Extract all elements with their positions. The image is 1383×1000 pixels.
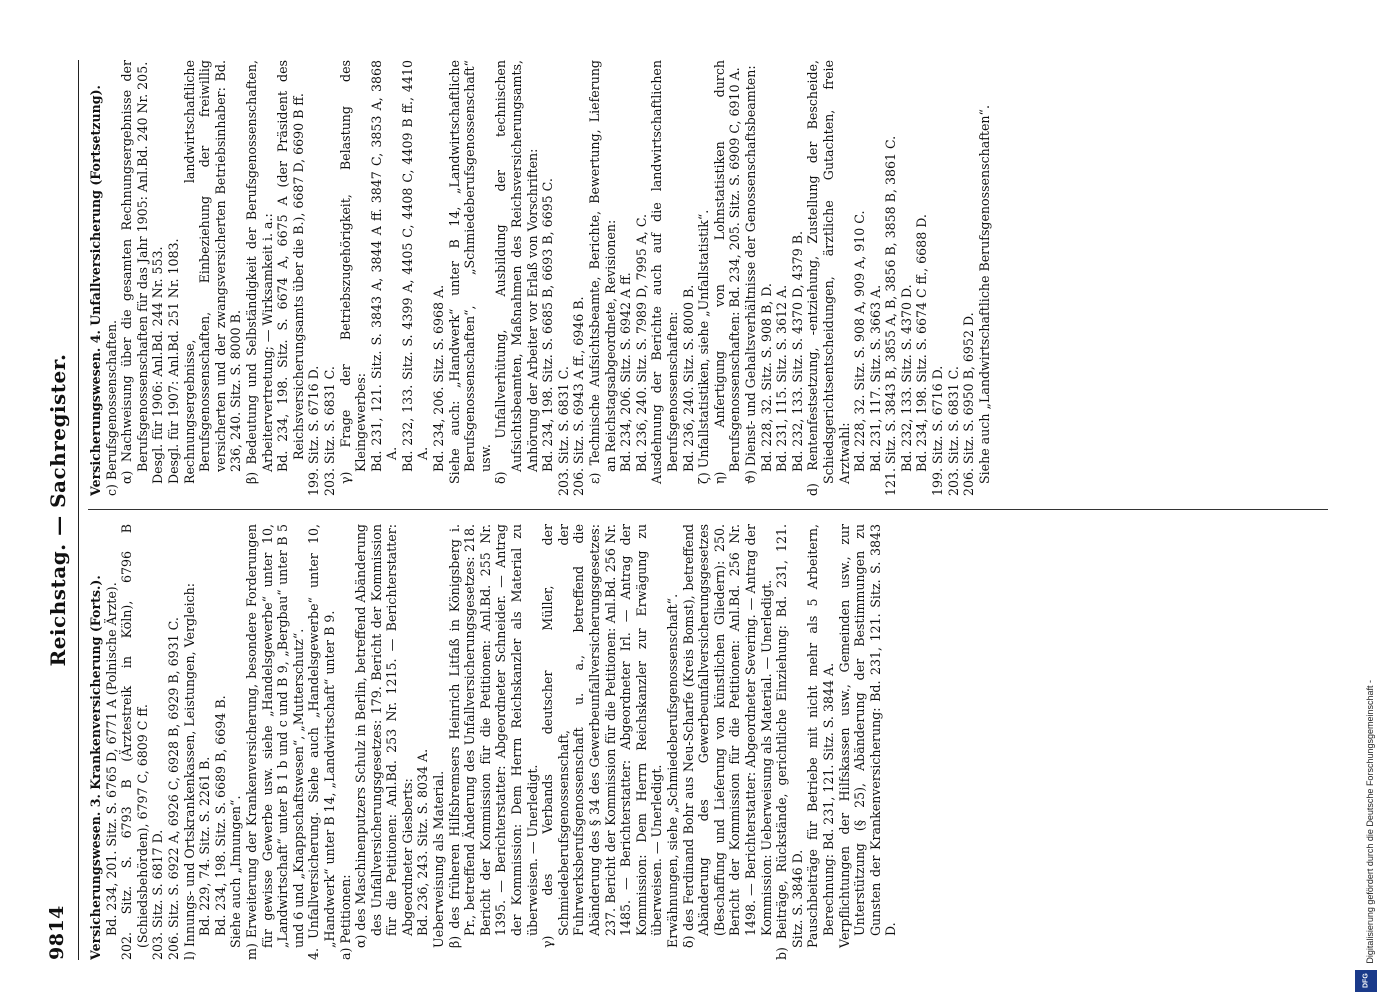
right-column [88, 60, 1328, 496]
page-number: 9814 [46, 905, 68, 960]
column-divider [88, 509, 1328, 510]
right-column-entry: δ) Unfallverhütung, Ausbildung der technischen Aufsichtsbeamten, Maßnahmen des Reichsversicherungsamts, Anhörung der Arbeiter vor Erlaß von Vorschriften: [493, 60, 540, 484]
right-column-entry: Desgl. für 1907: Anl.Bd. 251 Nr. 1083. [165, 238, 181, 484]
right-column-entry: Siehe auch: „Handwerk“ unter B 14, „Landwirtschaftliche Berufsgenossenschaften“, „Schmiedeberufsgenossenschaft“ usw. [446, 60, 493, 484]
right-column-entry: 203. Sitz. S. 6831 C. [321, 366, 337, 496]
right-column-entry: Bd. 231, 117. Sitz. S. 3663 A. [867, 284, 883, 472]
right-column-entry: 206. Sitz. S. 6950 B, 6952 D. [961, 312, 977, 496]
right-column-entry: Rechnungsergebnisse, landwirtschaftliche Berufsgenossenschaften, Einbeziehung der freiwillig versicherten und der zwangsversicherten Betriebsinhaber: Bd. 236, 240. Sitz. S. 8000 B. [181, 60, 244, 484]
right-column-entry: c) Berufsgenossenschaften. [103, 319, 119, 496]
right-column-entry: Bd. 234, 206. Sitz. S. 6942 A ff. [618, 272, 634, 472]
right-column-entry: Bd. 228, 32. Sitz. S. 908 B, D. [758, 283, 774, 472]
left-column-entry: Erwähnungen, siehe „Schmiedeberufsgenossenschaft“. [664, 593, 680, 948]
right-column-entry: ε) Technische Aufsichtsbeamte, Berichte, Bewertung, Lieferung an Reichstagsabgeordnete, Revisionen: [587, 60, 618, 484]
right-column-entry: Bd. 231, 115. Sitz. S. 3612 A. [774, 284, 790, 472]
right-column-entry: Siehe auch „Landwirtschaftliche Berufsgenossenschaften“. [976, 105, 992, 484]
right-column-entry: η) Anfertigung von Lohnstatistiken durch Berufsgenossenschaften: Bd. 234, 205. Sitz. S. 6909 C, 6910 A. [711, 60, 743, 484]
document-page [40, 60, 1340, 960]
right-column-entry: β) Bedeutung und Selbständigkeit der Berufsgenossenschaften, Arbeitervertretung; — Wirksamkeit i. a.: [243, 60, 275, 484]
right-column-entry: d) Rentenfestsetzung, -entziehung, Zustellung der Bescheide, Schiedsgerichtsentscheidungen, ärztliche Gutachten, freie Arztwahl: [805, 60, 852, 496]
right-column-entry: Bd. 234, 198. Sitz. S. 6674 A, 6675 A (der Präsident des Reichsversicherungsamts über die B.), 6687 D, 6690 B ff. [275, 60, 306, 472]
right-column-entry: Bd. 232, 133. Sitz. S. 4370 D, 4379 B. [789, 231, 805, 472]
left-column-entry: Siehe auch „Innungen“. [228, 795, 244, 948]
left-column-entry: Bd. 234, 198. Sitz. S. 6689 B, 6694 B. [212, 695, 228, 936]
right-column-entry: 206. Sitz. S. 6943 A ff., 6946 B. [571, 296, 587, 496]
left-column [88, 524, 1328, 960]
right-column-entry: ζ) Unfallstatistiken, siehe „Unfallstatistik“. [696, 209, 712, 484]
header-rule [78, 60, 79, 960]
dfg-badge: DFG [1355, 970, 1377, 992]
left-column-entry: Bd. 236, 243. Sitz. S. 8034 A. [415, 748, 431, 936]
left-column-entry: Verpflichtungen der Hilfskassen usw., Gemeinden usw., zur Unterstützung (§ 25), Abänderung der Bestimmungen zu Gunsten der Krankenversicherung: Bd. 231, 121. Sitz. S. 3843 D. [836, 524, 899, 948]
left-column-entries [104, 524, 899, 960]
page-title: Reichstag. — Sachregister. [46, 353, 70, 667]
left-column-entry: 206. Sitz. S. 6922 A, 6926 C, 6928 B, 6929 B, 6931 C. [165, 617, 181, 960]
right-column-entry: Bd. 228, 32. Sitz. S. 908 A, 909 A, 910 C. [852, 210, 868, 472]
right-column-entry: Bd. 232, 133. Sitz. S. 4399 A, 4405 C, 4408 C, 4409 B ff., 4410 A. [399, 60, 431, 472]
left-column-entry: α) des Maschinenputzers Schulz in Berlin, betreffend Abänderung des Unfallversicherungsgesetzes: 179. Bericht der Kommission für die Petitionen: Anl.Bd. 253 Nr. 1215. — Berichterstatter: Abgeordneter Giesberts: [353, 524, 415, 948]
left-column-entry: a) Petitionen: [337, 874, 353, 960]
right-column-entry: Bd. 236, 240. Sitz. S. 7989 D, 7995 A, C. [633, 213, 649, 472]
right-column-entry: Bd. 236, 240. Sitz. S. 8000 B. [680, 284, 696, 472]
left-column-entry: 202. Sitz. S. 6793 B (Ärztestreik in Köln), 6796 B (Schiedsbehörden), 6797 C, 6809 C ff. [119, 524, 150, 960]
right-column-entry: Bd. 234, 198. Sitz. S. 6674 C ff., 6688 D. [914, 214, 930, 472]
page-header [40, 60, 80, 960]
right-column-entry: α) Nachweisung über die gesamten Rechnungsergebnisse der Berufsgenossenschaften für das Jahr 1905: Anl.Bd. 240 Nr. 205. [119, 60, 150, 484]
left-column-entry: b) Beiträge, Rückstände, gerichtliche Einziehung: Bd. 231, 121. Sitz. S. 3846 D. [774, 524, 805, 960]
right-column-entry: ϑ) Dienst- und Gehaltsverhältnisse der Genossenschaftsbeamten: [742, 65, 758, 484]
right-column-entry: 203. Sitz. S. 6831 C. [555, 366, 571, 496]
left-column-entry: δ) des Ferdinand Bohr aus Neu-Scharfe (Kreis Bomst), betreffend Abänderung des Gewerbeunfallversicherungsgesetzes (Beschaffung und Lieferung von künstlichen Gliedern): 250. Bericht der Kommission für die Petitionen: Anl.Bd. 256 Nr. 1498. — Berichterstatter: Abgeordneter Severing. — Antrag der Kommission: Ueberweisung als Material. — Unerledigt. [680, 524, 774, 948]
right-column-entry: 199. Sitz. S. 6716 D. [930, 365, 946, 496]
left-column-entry: Pauschbeiträge für Betriebe mit nicht mehr als 5 Arbeitern, Berechnung: Bd. 231, 121. Sitz. S. 3844 A. [805, 524, 836, 948]
right-column-entry: Bd. 231, 121. Sitz. S. 3843 A, 3844 A ff. 3847 C, 3853 A, 3868 A. [368, 60, 400, 472]
left-column-entry: 203. Sitz. S. 6817 D. [150, 829, 166, 960]
left-column-entry: Ueberweisung als Material. [431, 770, 447, 948]
right-column-entry: Ausdehnung der Berichte auch auf die landwirtschaftlichen Berufsgenossenschaften: [649, 60, 680, 484]
right-column-entry: Desgl. für 1906: Anl.Bd. 244 Nr. 553. [150, 246, 166, 484]
digitization-note: Digitalisierung gefördert durch die Deutsche Forschungsgemeinschaft - [1365, 680, 1375, 964]
left-column-entry: γ) des Verbands deutscher Müller, der Schmiedeberufsgenossenschaft, der Fuhrwerksberufsgenossenschaft u. a., betreffend die Abänderung des § 34 des Gewerbeunfallversicherungsgesetzes: 237. Bericht der Kommission für die Petitionen: Anl.Bd. 256 Nr. 1485. — Berichterstatter: Abgeordneter Irl. — Antrag der Kommission: Dem Herrn Reichskanzler zur Erwägung zu überweisen. — Unerledigt. [540, 524, 665, 948]
right-column-entry: 199. Sitz. S. 6716 D. [306, 365, 322, 496]
left-column-entry: Bd. 234, 201. Sitz. S. 6765 D, 6771 A (Polnische Ärzte). [103, 582, 119, 936]
left-column-title: Versicherungswesen. 3. Krankenversicherung (Forts.). [88, 575, 103, 960]
right-column-entry: Bd. 234, 198. Sitz. S. 6685 B, 6693 B, 6695 C. [540, 178, 556, 472]
left-column-entry: Bd. 229, 74. Sitz. S. 2261 B. [197, 756, 213, 936]
right-column-entry: Bd. 232, 133. Sitz. S. 4370 D. [898, 284, 914, 472]
right-column-entry: 121. Sitz. S. 3843 B, 3855 A, B, 3856 B, 3858 B, 3861 C. [883, 135, 899, 496]
left-column-entry: l) Innungs- und Ortskrankenkassen, Leistungen, Vergleich: [181, 582, 197, 960]
right-column-entry: γ) Frage der Betriebszugehörigkeit, Belastung des Kleingewerbes: [337, 60, 369, 484]
left-column-entry: m) Erweiterung der Krankenversicherung, besondere Forderungen für gewisse Gewerbe usw. siehe „Handelsgewerbe“ unter 10, „Landwirtschaft“ unter B 1 b und c und B 9, „Bergbau“ unter B 5 und 6 und „Knappschaftswesen“, „Mutterschutz“. [243, 524, 306, 960]
right-column-entry: Bd. 234, 206. Sitz. S. 6968 A. [431, 284, 447, 472]
right-column-entries [104, 60, 993, 496]
right-column-entry: 203. Sitz. S. 6831 C. [945, 366, 961, 496]
left-column-entry: 4. Unfallversicherung. Siehe auch „Handelsgewerbe“ unter 10, „Handwerk“ unter B 14, „Landwirtschaft“ unter B 9. [306, 524, 337, 960]
right-column-title: Versicherungswesen. 4. Unfallversicherung (Fortsetzung). [88, 85, 103, 496]
left-column-entry: β) des früheren Hilfsbremsers Heinrich Litfaß in Königsberg i. Pr., betreffend Änderung des Unfallversicherungsgesetzes: 218. Bericht der Kommission für die Petitionen: Anl.Bd. 255 Nr. 1395. — Berichterstatter: Abgeordneter Schneider. — Antrag der Kommission: Dem Herrn Reichskanzler als Material zu überweisen. — Unerledigt. [446, 524, 540, 948]
